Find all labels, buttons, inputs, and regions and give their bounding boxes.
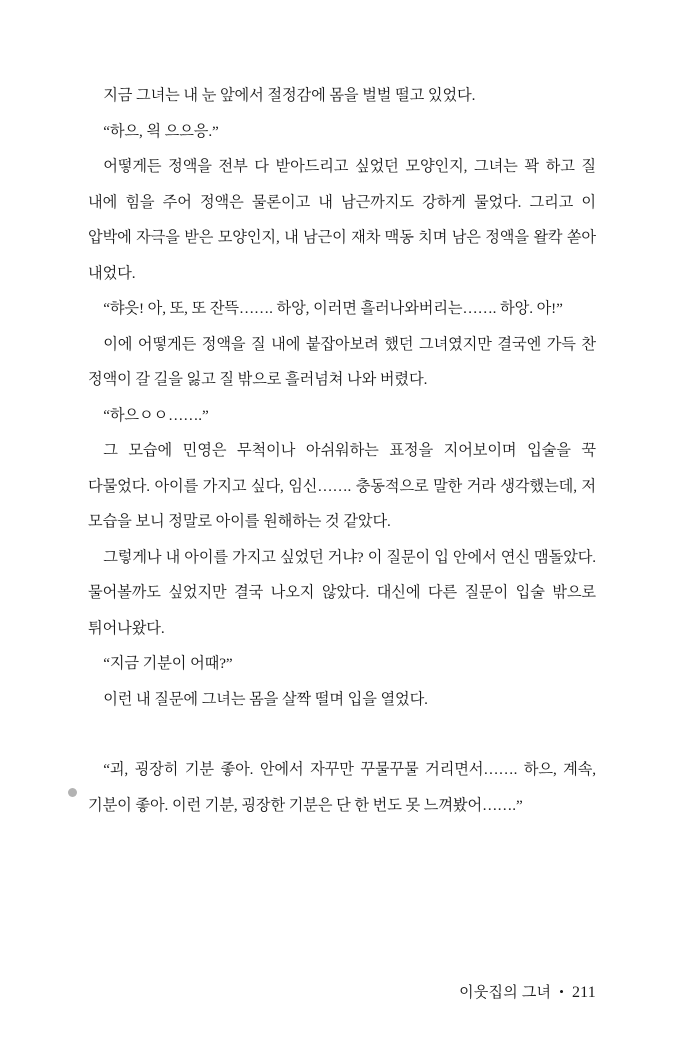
paragraph-dialogue: “하으, 읙 으으응.” [103,122,219,140]
paragraph-spacer [88,717,596,752]
paragraph: 그렇게나 내 아이를 가지고 싶었던 거냐? 이 질문이 입 안에서 연신 맴돌았다. 물어볼까도 싶었지만 결국 나오지 않았다. 대신에 다른 질문이 입술 밖으로 튀어나왔다. [88,548,596,637]
paragraph-dialogue: “지금 기분이 어때?” [103,655,233,672]
footer-separator: • [559,984,564,999]
paragraph: 그 모습에 민영은 무척이나 아쉬워하는 표정을 지어보이며 입술을 꾹 다물었다. 아이를 가지고 싶다, 임신……. 충동적으로 말한 거라 생각했는데, 저 모습을 보니 정말로 아이를 원해하는 것 같았다. [88,442,596,530]
paragraph-dialogue: “하으ㅇㅇ…….” [103,406,209,424]
page-body-text [88,78,596,823]
paragraph: 지금 그녀는 내 눈 앞에서 절정감에 몸을 벌벌 떨고 있었다. [103,87,476,104]
margin-dot-mark [68,788,77,797]
paragraph-dialogue: “괴, 굉장히 기분 좋아. 안에서 자꾸만 꾸물꾸물 거리면서……. 하으, 계속, 기분이 좋아. 이런 기분, 굉장한 기분은 단 한 번도 못 느껴봤어…….” [88,761,596,814]
page-number: 211 [571,984,596,1001]
paragraph: 어떻게든 정액을 전부 다 받아드리고 싶었던 모양인지, 그녀는 꽉 하고 질 내에 힘을 주어 정액은 물론이고 내 남근까지도 강하게 물었다. 그리고 이 압박에 자극을 받은 모양인지, 내 남근이 재차 맥동 치며 남은 정액을 왈칵 쏟아 내었다. [88,158,596,282]
footer-book-title: 이웃집의 그녀 [459,985,552,1001]
paragraph: 이에 어떻게든 정액을 질 내에 붙잡아보려 했던 그녀였지만 결국엔 가득 찬 정액이 갈 길을 잃고 질 밖으로 흘러넘쳐 나와 버렸다. [88,335,596,388]
paragraph-dialogue: “햐읏! 아, 또, 또 잔뜩……. 하앙, 이러면 흘러나와버리는……. 하앙. 아!” [103,300,563,317]
page-footer [459,981,596,1002]
paragraph: 이런 내 질문에 그녀는 몸을 살짝 떨며 입을 열었다. [103,690,428,708]
